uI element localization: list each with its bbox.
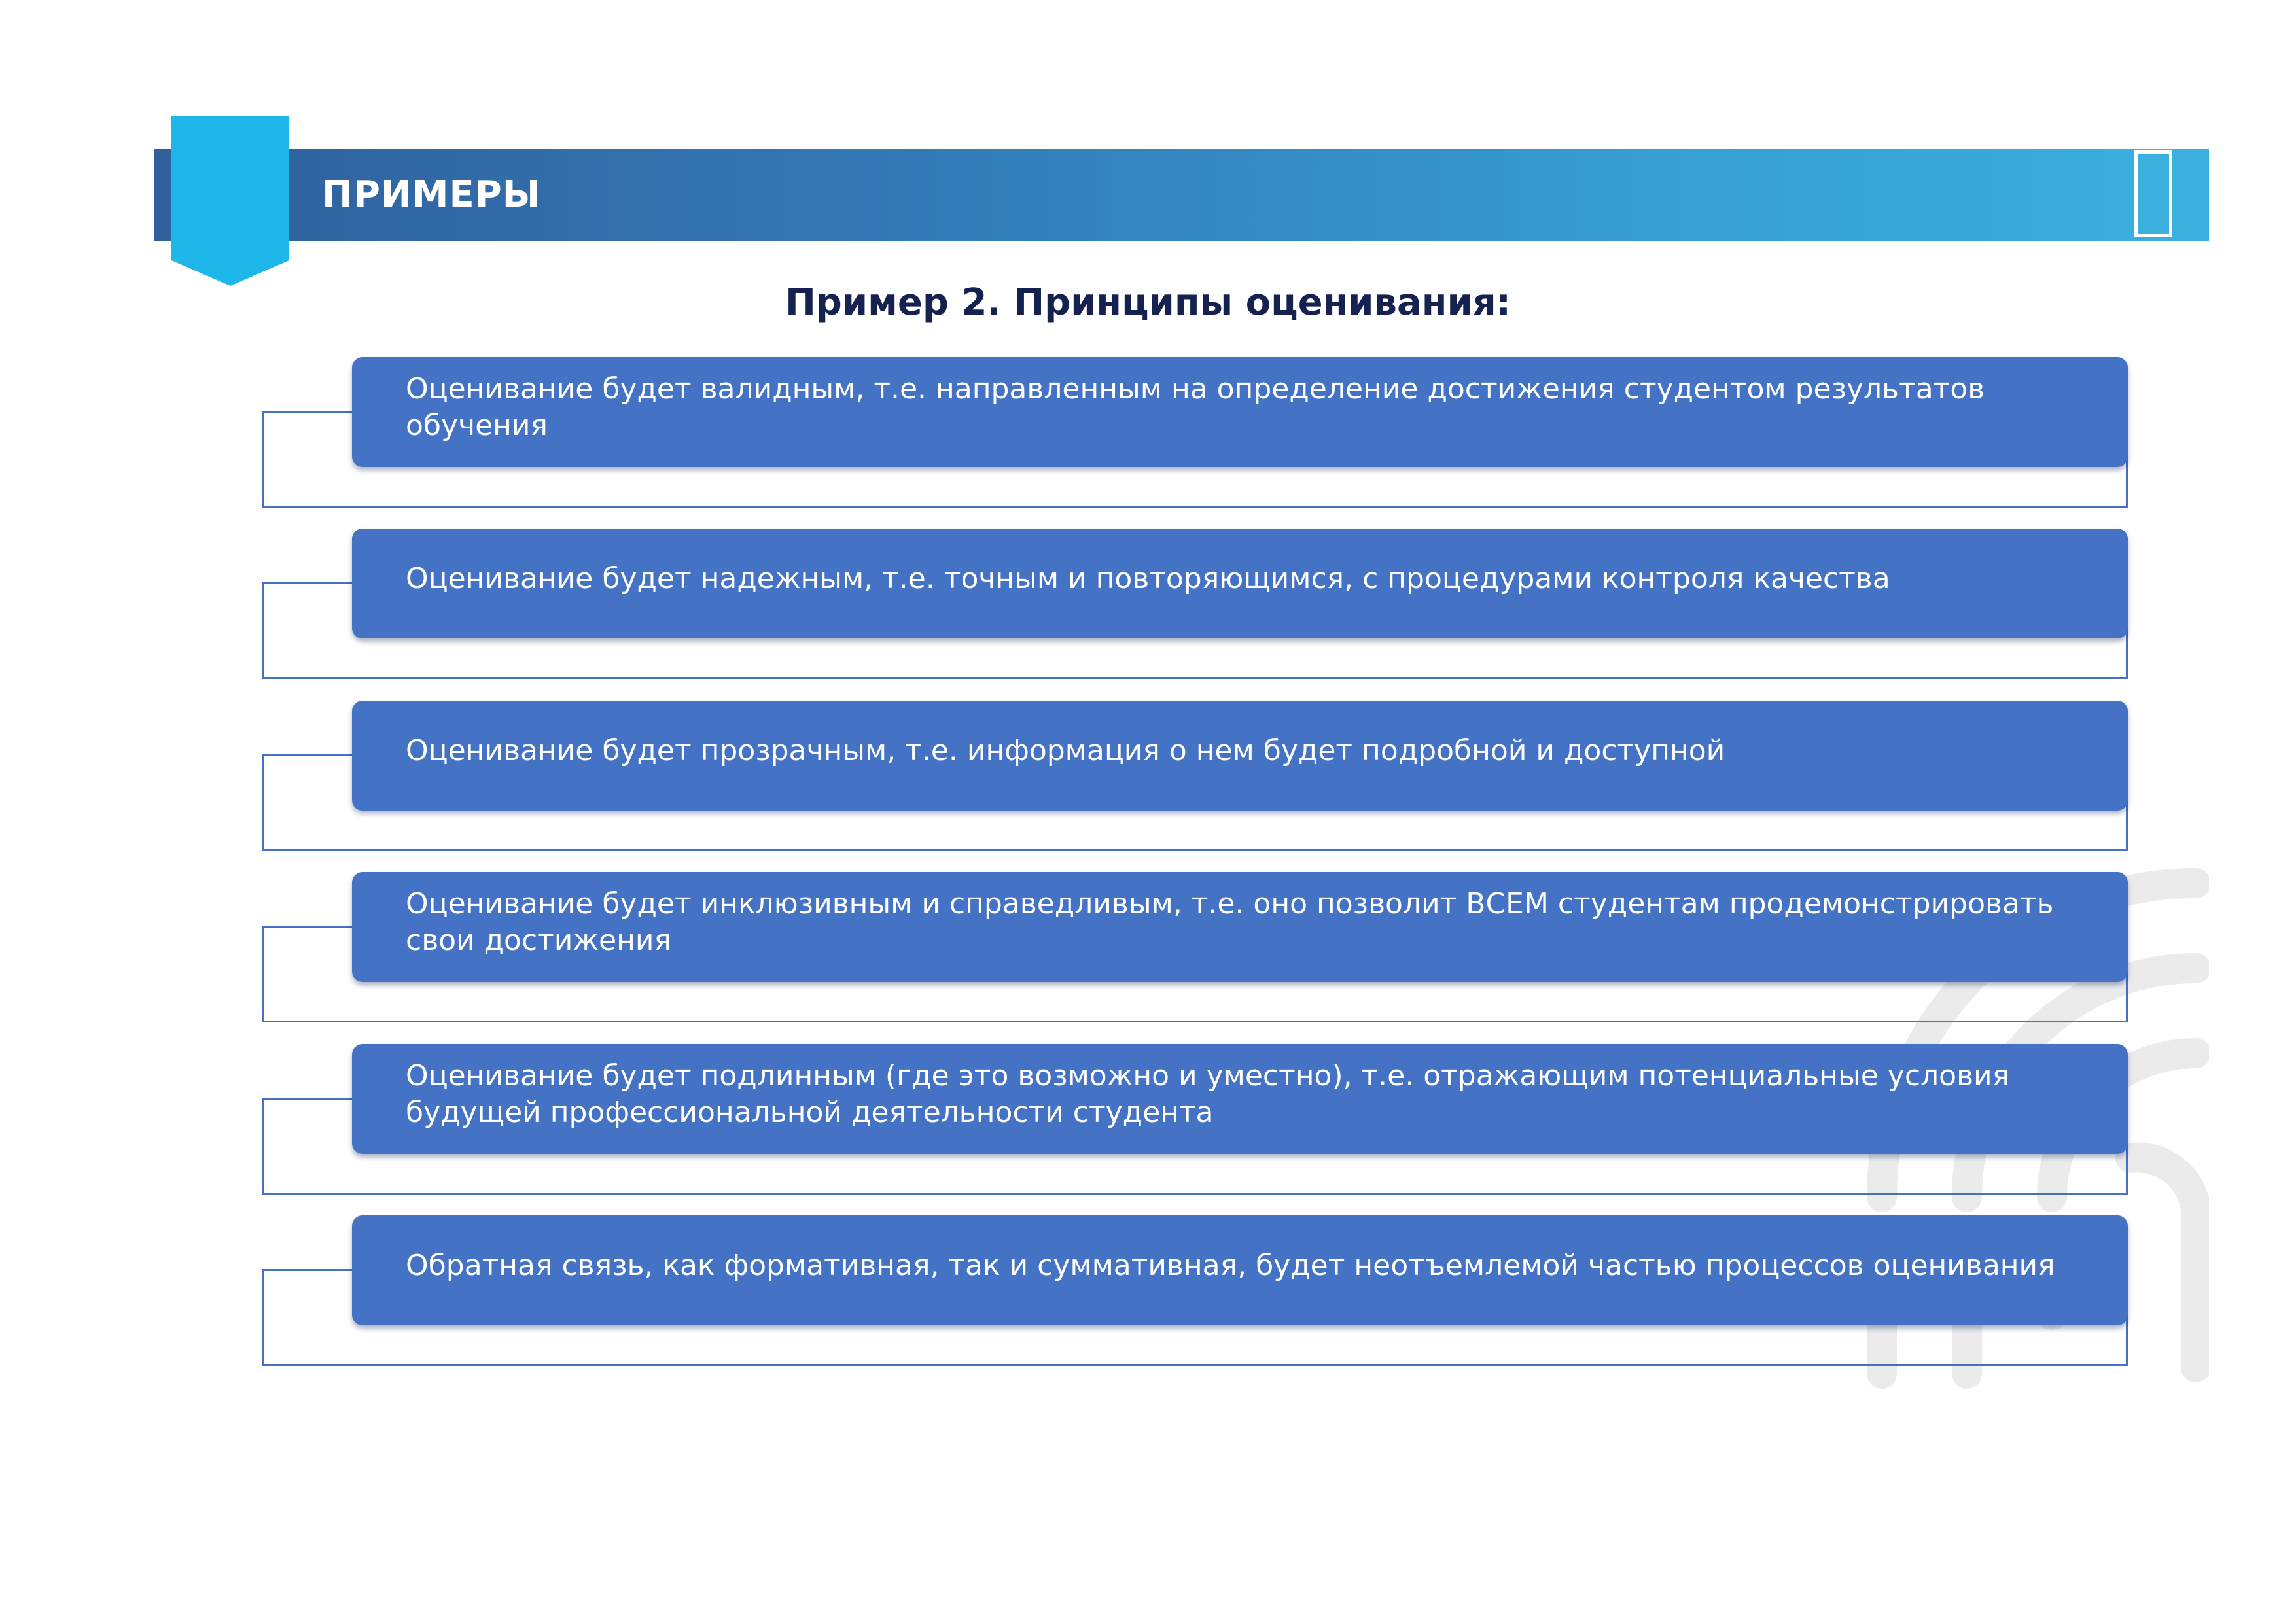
item-connector (262, 926, 353, 928)
principle-item (262, 701, 2140, 855)
page-subtitle: Пример 2. Принципы оценивания: (785, 281, 1511, 324)
principle-text: Оценивание будет инклюзивным и справедливым, т.е. оно позволит ВСЕМ студентам продемонстрировать свои достижения (406, 887, 2054, 957)
item-connector (262, 1098, 353, 1100)
principle-card (352, 1215, 2128, 1325)
principle-card (352, 701, 2128, 811)
principle-text: Оценивание будет валидным, т.е. направленным на определение достижения студентом результатов обучения (406, 372, 1985, 442)
header-title: ПРИМЕРЫ (322, 173, 541, 216)
principle-text: Обратная связь, как формативная, так и суммативная, будет неотъемлемой частью процессов оценивания (406, 1249, 2055, 1282)
principle-card (352, 357, 2128, 467)
item-connector (262, 1269, 353, 1271)
principle-card (352, 529, 2128, 638)
principle-text: Оценивание будет надежным, т.е. точным и повторяющимся, с процедурами контроля качества (406, 562, 1890, 595)
principle-item (262, 357, 2140, 512)
principle-card (352, 1044, 2128, 1154)
principle-text: Оценивание будет прозрачным, т.е. информация о нем будет подробной и доступной (406, 734, 1725, 767)
item-connector (262, 582, 353, 584)
principle-text: Оценивание будет подлинным (где это возможно и уместно), т.е. отражающим потенциальные условия будущей профессиональной деятельности студента (406, 1059, 2010, 1129)
principle-item (262, 1044, 2140, 1198)
item-connector (262, 411, 353, 413)
item-connector (262, 754, 353, 756)
principle-card (352, 872, 2128, 982)
principle-item (262, 529, 2140, 683)
principle-item (262, 872, 2140, 1026)
principle-item (262, 1215, 2140, 1370)
